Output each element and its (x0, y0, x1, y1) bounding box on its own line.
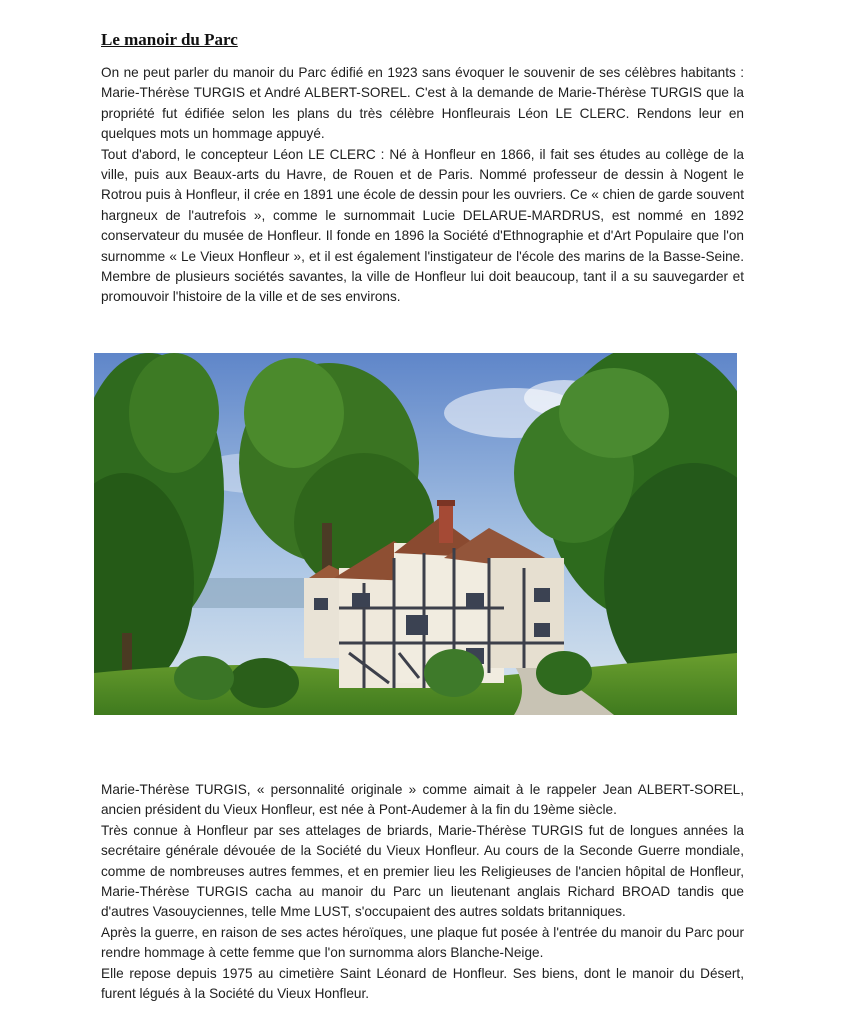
paragraph: Très connue à Honfleur par ses attelages de briards, Marie-Thérèse TURGIS fut de longues années la secrétaire générale dévouée de la Société du Vieux Honfleur. Au cours de la Seconde Guerre mondiale, comme de nombreuses autres femmes, et en premier lieu les Religieuses de l'ancien hôpital de Honfleur, Marie-Thérèse TURGIS cacha au manoir du Parc un lieutenant anglais Richard BROAD tandis que d'autres Vasouyciennes, telle Mme LUST, s'occupaient des autres soldats britanniques. (101, 822, 744, 920)
paragraph: Marie-Thérèse TURGIS, « personnalité originale » comme aimait à le rappeler Jean ALBERT-SOREL, ancien président du Vieux Honfleur, est née à Pont-Audemer à la fin du 19ème siècle. (101, 782, 744, 818)
manor-photo (94, 353, 737, 715)
paragraph: Elle repose depuis 1975 au cimetière Saint Léonard de Honfleur. Ses biens, dont le manoir du Désert, furent légués à la Société du Vieux Honfleur. (101, 965, 744, 1002)
page-title: Le manoir du Parc (101, 30, 238, 49)
paragraph: On ne peut parler du manoir du Parc édifié en 1923 sans évoquer le souvenir de ses célèbres habitants : Marie-Thérèse TURGIS et André ALBERT-SOREL. C'est à la demande de Marie-Thérèse TURGIS que la propriété fut édifiée selon les plans du très célèbre Honfleurais Léon LE CLERC. Rendons leur en quelques mots un hommage appuyé. (101, 65, 744, 142)
biography-text (101, 780, 744, 1004)
paragraph: Tout d'abord, le concepteur Léon LE CLERC : Né à Honfleur en 1866, il fait ses études au collège de la ville, puis aux Beaux-arts du Havre, de Rouen et de Paris. Nommé professeur de dessin à Nogent le Rotrou puis à Honfleur, il crée en 1891 une école de dessin pour les ouvriers. Ce « chien de garde souvent hargneux de l'autrefois », comme le surnommait Lucie DELARUE-MARDRUS, est nommé en 1892 conservateur du musée de Honfleur. Il fonde en 1896 la Société d'Ethnographie et d'Art Populaire que l'on surnomme « Le Vieux Honfleur », et il est également l'instigateur de l'école des marins de la Basse-Seine. Membre de plusieurs sociétés savantes, la ville de Honfleur lui doit beaucoup, tant il a su sauvegarder et promouvoir l'histoire de la ville et de ses environs. (101, 146, 744, 305)
intro-text (101, 63, 744, 308)
paragraph: Après la guerre, en raison de ses actes héroïques, une plaque fut posée à l'entrée du manoir du Parc pour rendre hommage à cette femme que l'on surnomma alors Blanche-Neige. (101, 924, 744, 961)
